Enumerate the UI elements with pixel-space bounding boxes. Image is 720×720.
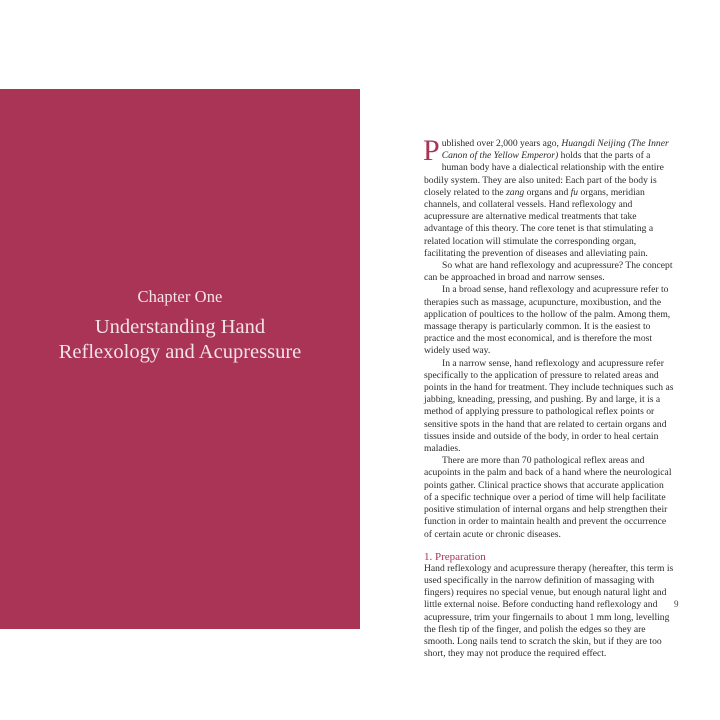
term-fu: fu [570,186,579,198]
text-run: holds that the parts of a human body have a dialectical relationship with the entire bodily system. They are also united: Each part of the body is closely related to the [424,150,664,198]
paragraph-3: In a broad sense, hand reflexology and acupressure refer to therapies such as massage, acupuncture, moxibustion, and the application of poultices to the hollow of the palm. Among them, massage therapy is particularly common. It is the easiest to practice and the most economical, and is therefore the most widely used way. [424,284,671,357]
paragraph-6: Hand reflexology and acupressure therapy (hereafter, this term is used specifically in the narrow definition of massaging with fingers) requires no special venue, but enough natural light and little external noise. Before conducting hand reflexology and acupressure, trim your fingernails to about 1 mm long, levelling the flesh tip of the finger, and polish the edges so they are smooth. Long nails tend to scratch the skin, but if they are too short, they may not produce the required effect. [424,562,674,660]
section-heading: 1. Preparation [424,550,486,563]
chapter-title [0,315,360,365]
page-number: 9 [674,599,679,609]
text-run: ublished over 2,000 years ago, [441,138,562,149]
chapter-label: Chapter One [137,287,223,306]
paragraph-1 [423,134,674,260]
paragraph-5: There are more than 70 pathological reflex areas and acupoints in the palm and back of a hand where the neurological points gather. Clinical practice shows that accurate application of a specific technique over a period of time will help facilitate positive stimulation of internal organs and help strengthen their function in order to maintain health and prevent the occurrence of certain acute or chronic diseases. [424,455,672,540]
dropcap: P [423,134,440,167]
paragraph-2: So what are hand reflexology and acupressure? The concept can be approached in broad and narrow senses. [424,260,673,284]
chapter-title-line-2: Reflexology and Acupressure [58,341,302,363]
text-run: organs, meridian channels, and collateral vessels. Hand reflexology and acupressure are alternative medical treatments that take advantage of this theory. The core tenet is that stimulating a related location will stimulate the corresponding organ, facilitating the prevention of diseases and alleviating pain. [424,186,654,259]
chapter-title-line-1: Understanding Hand [94,316,266,338]
text-page [360,89,720,660]
paragraph-4: In a narrow sense, hand reflexology and acupressure refer specifically to the application of pressure to related areas and points in the hand for treatment. They include techniques such as jabbing, kneading, pressing, and pushing. By and large, it is a method of applying pressure to pathological reflex points or sensitive spots in the hand that are related to certain organs and tissues inside and outside of the body, in order to heal certain maladies. [424,357,674,455]
text-run: organs and [524,186,571,198]
term-zang: zang [506,186,525,198]
book-title: Huangdi Neijing (The Inner Canon of the Yellow Emperor) [441,138,669,162]
body-text [423,134,674,660]
chapter-opener-page [0,89,360,629]
